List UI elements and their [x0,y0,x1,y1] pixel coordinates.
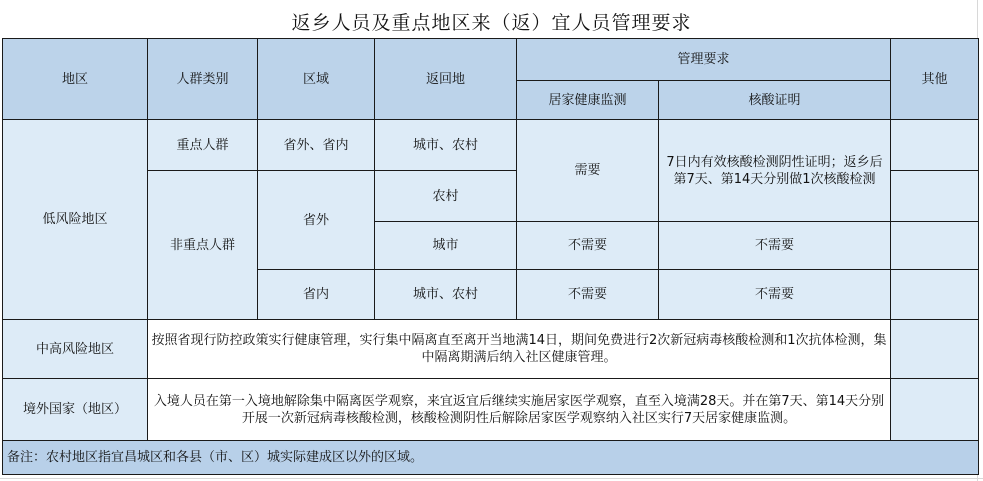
non-key-group: 非重点人群 [148,171,258,320]
return-rural: 农村 [375,171,517,222]
key-area: 省外、省内 [258,120,375,171]
header-management: 管理要求 [517,39,891,81]
header-area: 区域 [258,39,375,120]
urban-home-monitor: 不需要 [517,222,659,270]
inside-province: 省内 [258,270,375,320]
mid-high-risk-text: 按照省现行防控政策实行健康管理，实行集中隔离直至离开当地满14日，期间免费进行2次新冠病毒核酸检测和1次抗体检测，集中隔离期满后纳入社区健康管理。 [148,320,891,379]
urban-nucleic: 不需要 [659,222,891,270]
inside-home-monitor: 不需要 [517,270,659,320]
requirements-table [2,38,979,475]
header-region: 地区 [3,39,148,120]
nucleic-requirement-text: 7日内有效核酸检测阴性证明；返乡后第7天、第14天分别做1次核酸检测 [659,120,891,222]
key-group: 重点人群 [148,120,258,171]
home-monitor-needed: 需要 [517,120,659,222]
header-nucleic-cert: 核酸证明 [659,81,891,120]
gridline [0,478,983,479]
low-risk-region: 低风险地区 [3,120,148,320]
other-cell [891,171,979,222]
inside-return: 城市、农村 [375,270,517,320]
return-urban: 城市 [375,222,517,270]
other-cell [891,270,979,320]
header-other: 其他 [891,39,979,120]
other-cell [891,222,979,270]
key-return: 城市、农村 [375,120,517,171]
header-return: 返回地 [375,39,517,120]
header-home-monitor: 居家健康监测 [517,81,659,120]
other-cell [891,120,979,171]
other-cell [891,320,979,379]
overseas-region: 境外国家（地区） [3,379,148,441]
overseas-text: 入境人员在第一入境地解除集中隔离医学观察，来宜返宜后继续实施居家医学观察，直至入境满28天。并在第7天、第14天分别开展一次新冠病毒核酸检测，核酸检测阴性后解除居家医学观察纳入社区实行7天居家健康监测。 [148,379,891,441]
sheet-title: 返乡人员及重点地区来（返）宜人员管理要求 [291,11,692,34]
outside-province: 省外 [258,171,375,270]
footnote: 备注：农村地区指宜昌城区和各县（市、区）城实际建成区以外的区域。 [3,441,979,475]
mid-high-risk-region: 中高风险地区 [3,320,148,379]
header-group: 人群类别 [148,39,258,120]
inside-nucleic: 不需要 [659,270,891,320]
other-cell [891,379,979,441]
